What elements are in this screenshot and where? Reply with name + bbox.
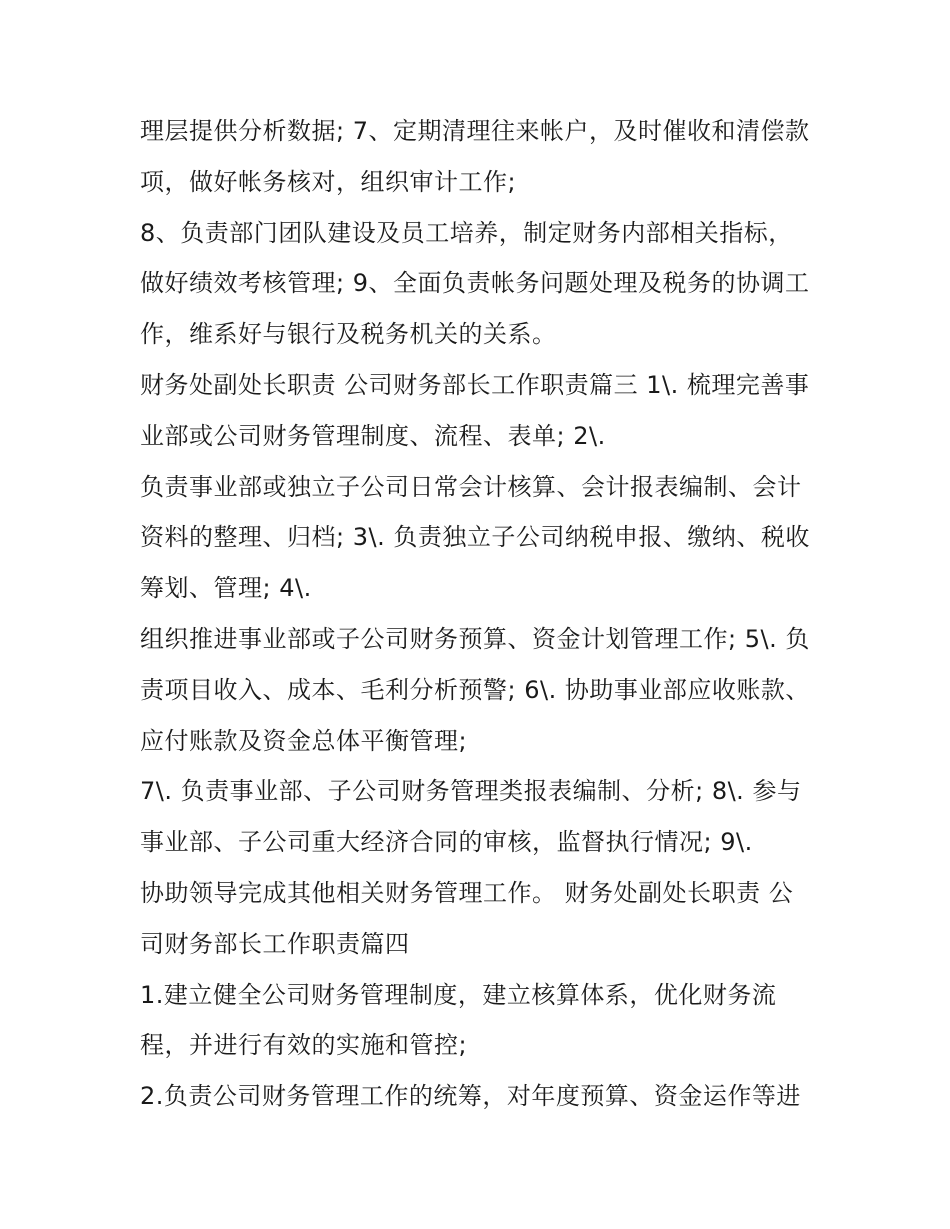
text-line: 做好绩效考核管理; 9、全面负责帐务问题处理及税务的协调工: [140, 269, 810, 298]
text-line: 财务处副处长职责 公司财务部长工作职责篇三 1\. 梳理完善事: [140, 370, 810, 399]
text-line: 责项目收入、成本、毛利分析预警; 6\. 协助事业部应收账款、: [140, 675, 810, 704]
text-line: 应付账款及资金总体平衡管理;: [140, 726, 468, 755]
text-line: 8、负责部门团队建设及员工培养，制定财务内部相关指标，: [140, 218, 793, 247]
text-line: 作，维系好与银行及税务机关的关系。: [140, 320, 557, 349]
text-line: 2.负责公司财务管理工作的统筹，对年度预算、资金运作等进: [140, 1082, 801, 1111]
text-line: 协助领导完成其他相关财务管理工作。 财务处副处长职责 公: [140, 878, 794, 907]
text-line: 资料的整理、归档; 3\. 负责独立子公司纳税申报、缴纳、税收: [140, 523, 810, 552]
document-body: [140, 106, 820, 1122]
text-line: 事业部、子公司重大经济合同的审核，监督执行情况; 9\.: [140, 828, 753, 857]
text-line: 筹划、管理; 4\.: [140, 574, 312, 603]
text-line: 组织推进事业部或子公司财务预算、资金计划管理工作; 5\. 负: [140, 624, 810, 653]
text-line: 1.建立健全公司财务管理制度，建立核算体系，优化财务流: [140, 980, 777, 1009]
text-line: 负责事业部或独立子公司日常会计核算、会计报表编制、会计: [140, 472, 802, 501]
text-line: 司财务部长工作职责篇四: [140, 929, 410, 958]
text-line: 业部或公司财务管理制度、流程、表单; 2\.: [140, 421, 606, 450]
text-line: 程，并进行有效的实施和管控;: [140, 1031, 468, 1060]
text-line: 理层提供分析数据; 7、定期清理往来帐户，及时催收和清偿款: [140, 117, 810, 145]
text-line: 7\. 负责事业部、子公司财务管理类报表编制、分析; 8\. 参与: [140, 777, 802, 806]
text-line: 项，做好帐务核对，组织审计工作;: [140, 167, 517, 196]
